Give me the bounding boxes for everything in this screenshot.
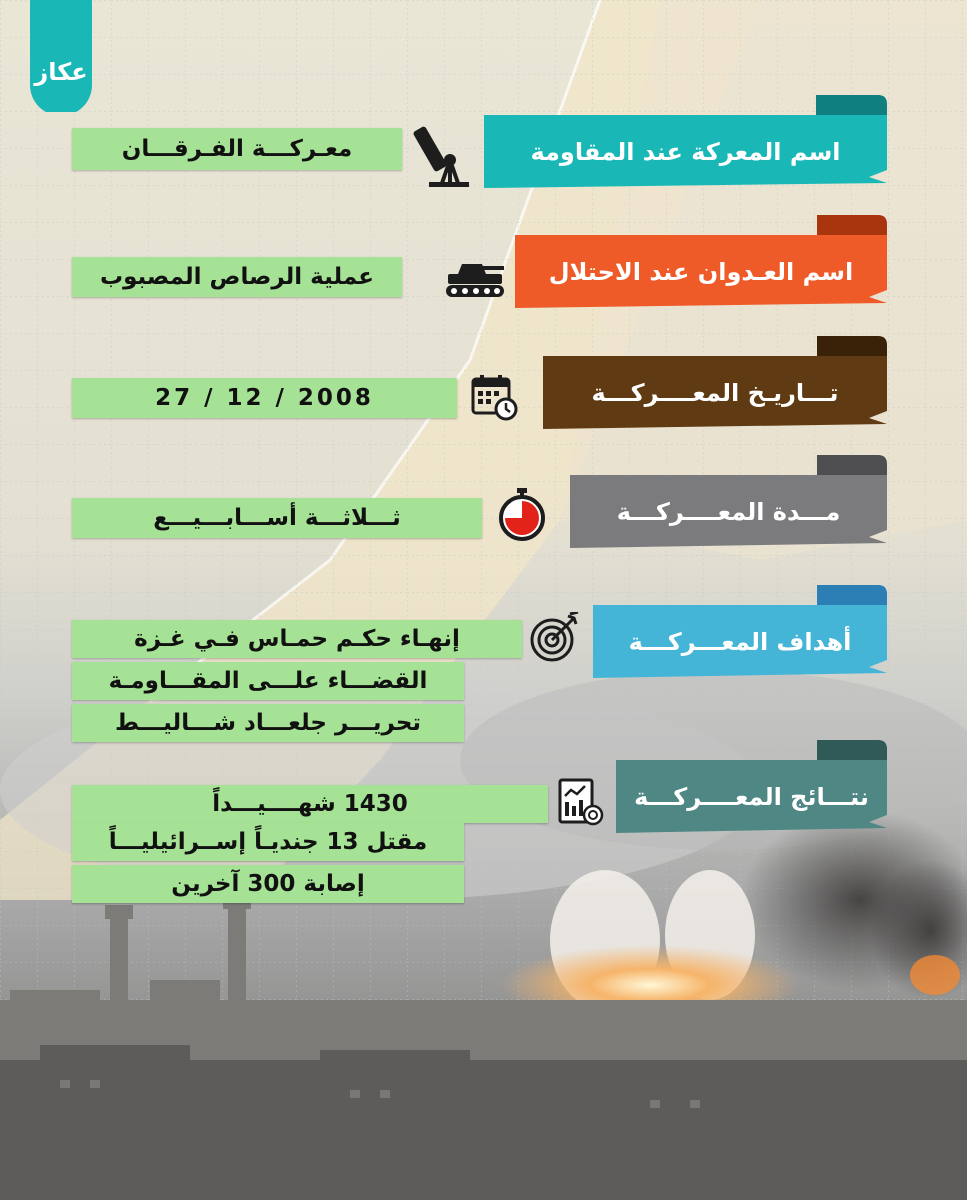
- report-icon: [558, 778, 604, 826]
- ribbon-label: مـــدة المعــــركـــة: [616, 497, 841, 526]
- value-battle-date: 27 / 12 / 2008: [72, 378, 457, 418]
- value-result-3: إصابة 300 آخرين: [72, 865, 464, 903]
- value-result-1: 1430 شهــــيـــداً: [72, 785, 548, 823]
- brand-logo: [30, 0, 92, 112]
- ribbon-label: اسم المعركة عند المقاومة: [530, 137, 841, 166]
- ribbon-label: نتـــائج المعــــركـــة: [634, 782, 869, 811]
- calendar-icon: [470, 373, 518, 421]
- ribbon-battle-results: [616, 740, 887, 833]
- target-icon: [528, 612, 580, 664]
- ribbon-label: تـــاريـخ المعــــركـــة: [591, 378, 839, 407]
- ribbon-occupation-name: [515, 215, 887, 308]
- ribbon-battle-date: [543, 336, 887, 429]
- value-goal-3: تحريـــر جلعـــاد شـــاليـــط: [72, 704, 464, 742]
- ribbon-label: أهداف المعـــركـــة: [628, 627, 852, 656]
- ribbon-battle-goals: [593, 585, 887, 678]
- value-battle-duration: ثـــلاثـــة أســـابـــيـــع: [72, 498, 482, 538]
- value-goal-1: إنهـاء حكـم حمـاس فـي غـزة: [72, 620, 522, 658]
- stopwatch-icon: [496, 487, 548, 541]
- tank-icon: [444, 252, 506, 300]
- value-occupation-name: عملية الرصاص المصبوب: [72, 257, 402, 297]
- ribbon-label: اسم العـدوان عند الاحتلال: [548, 257, 854, 286]
- logo-text: عكاز: [34, 58, 88, 86]
- ribbon-battle-duration: [570, 455, 887, 548]
- mortar-icon: [413, 120, 483, 190]
- value-resistance-name: معـركـــة الفـرقـــان: [72, 128, 402, 170]
- value-goal-2: القضـــاء علـــى المقـــاومـة: [72, 662, 464, 700]
- value-result-2: مقتل 13 جنديـاً إســرائيليـــاً: [72, 823, 464, 861]
- ribbon-resistance-name: [484, 95, 887, 188]
